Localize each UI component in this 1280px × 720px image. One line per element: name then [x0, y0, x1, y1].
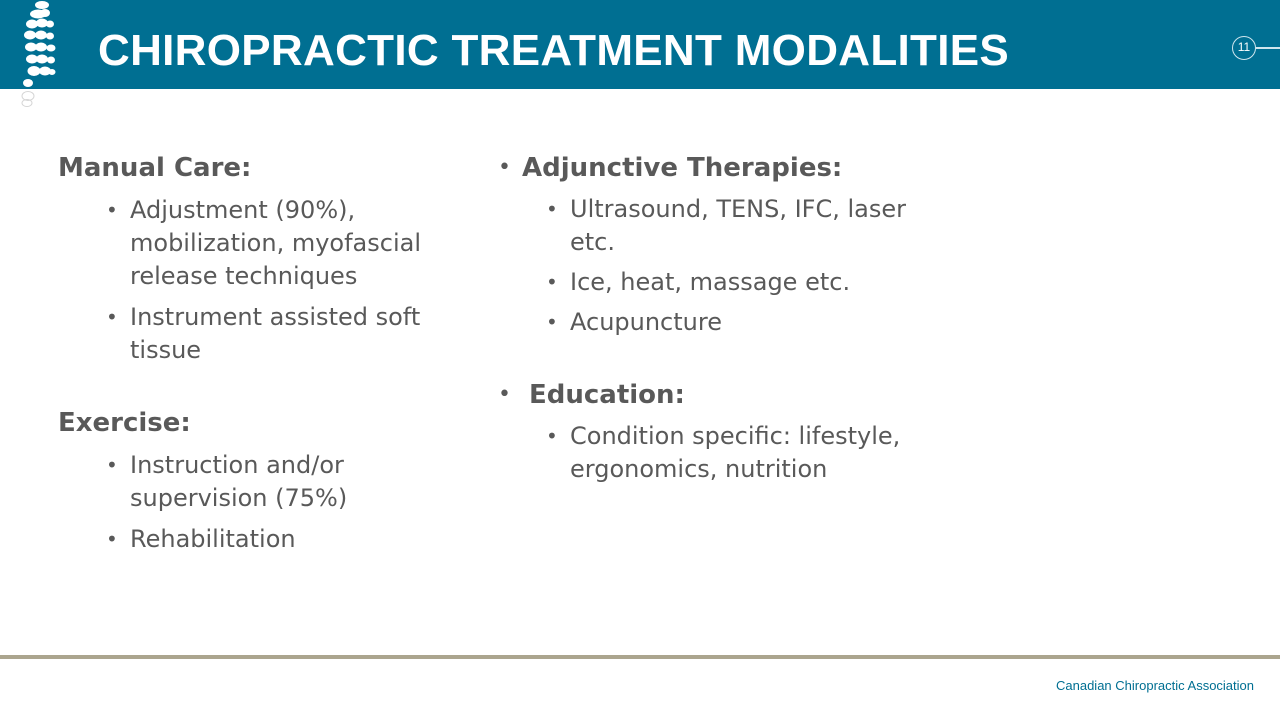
manual-care-list	[130, 194, 458, 367]
footer-divider	[0, 655, 1280, 659]
section-heading-manual-care: Manual Care:	[58, 153, 252, 183]
education-list	[570, 420, 918, 486]
title-bar	[0, 0, 1280, 89]
exercise-list	[130, 449, 458, 556]
list-item: • Acupuncture	[570, 306, 918, 339]
list-item: • Instrument assisted soft tissue	[130, 301, 458, 367]
footer-organization: Canadian Chiropractic Association	[1056, 678, 1254, 693]
slide-number-line	[1256, 47, 1280, 49]
list-item: • Adjustment (90%), mobilization, myofascial release techniques	[130, 194, 458, 293]
right-column	[498, 150, 918, 486]
section-heading-education: • Education:	[498, 377, 918, 413]
slide-title: CHIROPRACTIC TREATMENT MODALITIES	[98, 26, 1010, 75]
spine-icon	[14, 0, 62, 108]
list-item: • Rehabilitation	[130, 523, 458, 556]
list-item: • Instruction and/or supervision (75%)	[130, 449, 458, 515]
list-item: • Ice, heat, massage etc.	[570, 266, 918, 299]
left-column	[58, 150, 458, 556]
adjunctive-therapies-list	[570, 193, 918, 339]
section-heading-exercise: Exercise:	[58, 408, 191, 438]
list-item: • Ultrasound, TENS, IFC, laser etc.	[570, 193, 918, 259]
slide-number-indicator	[1232, 36, 1280, 62]
slide-number: 11	[1232, 36, 1256, 60]
section-heading-adjunctive-therapies: • Adjunctive Therapies:	[498, 150, 918, 186]
list-item: • Condition specific: lifestyle, ergonomics, nutrition	[570, 420, 918, 486]
